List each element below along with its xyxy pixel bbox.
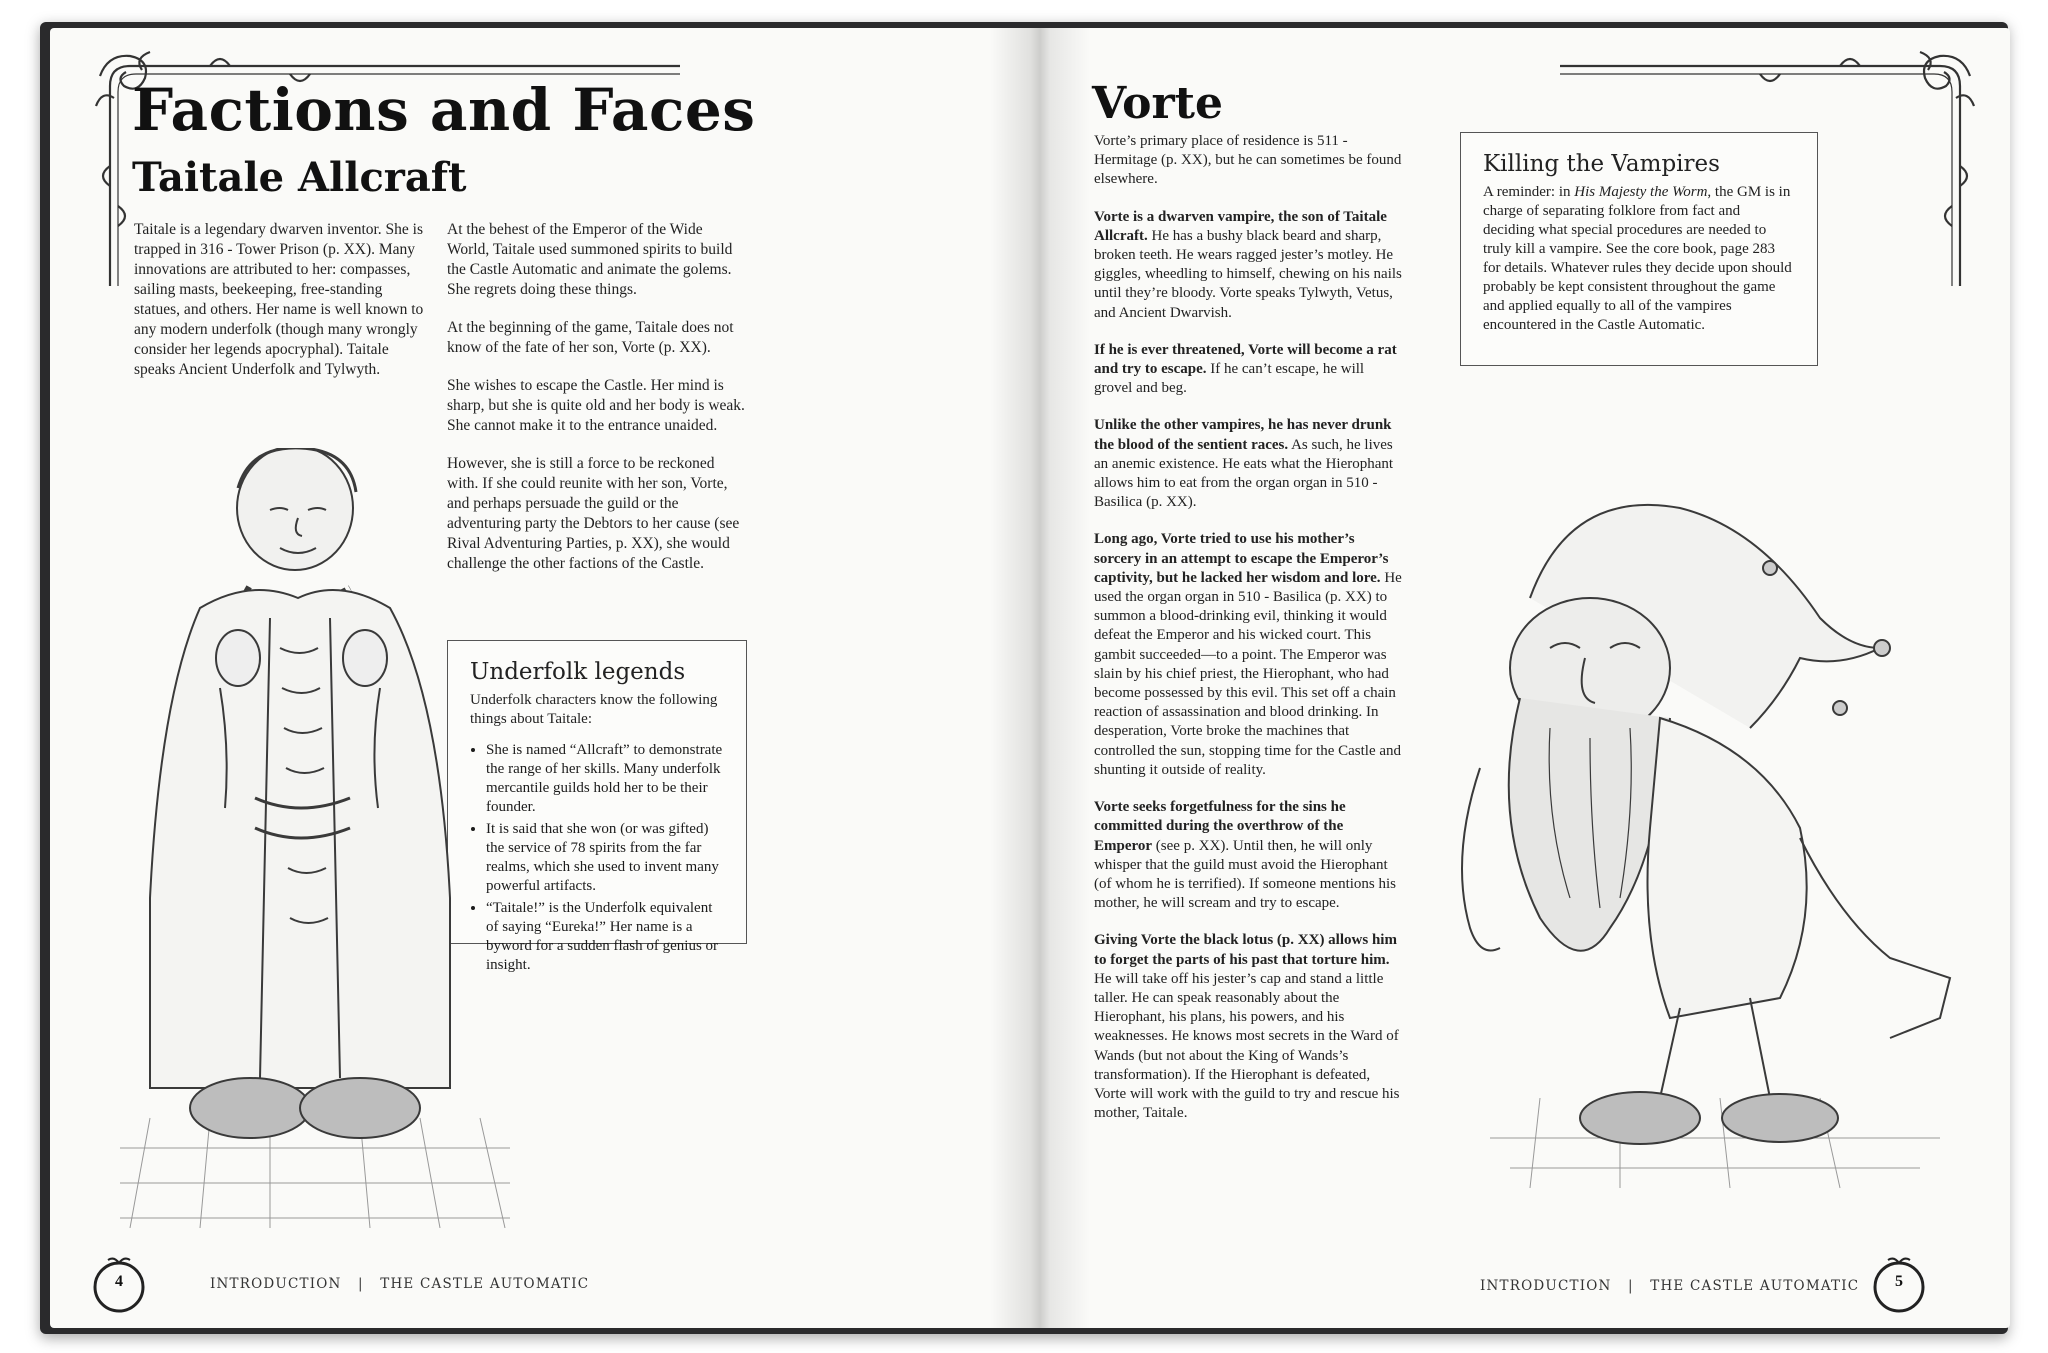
paragraph: Long ago, Vorte tried to use his mother’s sorcery in an attempt to escape the Emperor’s captivity, but he lacked her wisdom and lore. He used the organ organ in 510 - Basilica (p. XX) to summon a blood-drinking evil, thinking it would defeat the Emperor and his wicked court. This gambit succeeded—to a point. The Emperor was slain by his chief priest, the Hierophant, who had become possessed by this evil. This set off a chain reaction of assassination and blood drinking. In desperation, Vorte broke the machines that controlled the sun, stopping time for the Castle and shunting it outside of reality. [1094,531,1402,778]
list-item: • “Taitale!” is the Underfolk equivalent of saying “Eureka!” Her name is a byword for a sudden flash of genius or insight. [486,899,724,975]
list-item: • It is said that she won (or was gifted) the service of 78 spirits from the far realms, which she used to invent many powerful artifacts. [486,820,724,896]
paragraph: Taitale is a legendary dwarven inventor. She is trapped in 316 - Tower Prison (p. XX). Many innovations are attributed to her: compasses, sailing masts, beekeeping, free-standing statues, and others. Her name is well known to any modern underfolk (though many wrongly consider her legends apocryphal). Taitale speaks Ancient Underfolk and Tylwyth. [134,221,424,378]
page-number [90,1256,148,1314]
running-footer [210,1276,589,1292]
page-number-text: 5 [1895,1273,1903,1290]
left-column-1 [134,220,424,398]
paragraph: Vorte’s primary place of residence is 511 - Hermitage (p. XX), but he can sometimes be found elsewhere. [1094,133,1402,188]
list-item: • She is named “Allcraft” to demonstrate the range of her skills. Many underfolk mercantile guilds hold her to be their founder. [486,741,724,817]
box-body: A reminder: in His Majesty the Worm, the GM is in charge of separating folklore from fact and deciding what special procedures are needed to truly kill a vampire. See the core book, page 283 for details. Whatever rules they decide upon should probably be kept consistent throughout the game and applied equally to all of the vampires encountered in the Castle Automatic. [1483,184,1792,333]
footer-book-title: THE CASTLE AUTOMATIC [380,1276,590,1292]
paragraph: However, she is still a force to be reckoned with. If she could reunite with her son, Vorte, and perhaps persuade the guild or the adventuring party the Debtors to her cause (see Rival Adventuring Parties, p. XX), she would challenge the other factions of the Castle. [447,455,740,572]
footer-separator: | [1628,1278,1634,1294]
box-title: Underfolk legends [470,659,686,685]
paragraph: At the behest of the Emperor of the Wide World, Taitale used summoned spirits to build the Castle Automatic and animate the golems. She regrets doing these things. [447,221,733,298]
paragraph: If he is ever threatened, Vorte will become a rat and try to escape. If he can’t escape, he will grovel and beg. [1094,341,1397,397]
page-number-text: 4 [115,1273,123,1290]
left-page [50,28,1040,1328]
sidebar-box-killing-vampires [1460,132,1818,366]
vorte-illustration-icon [1420,498,1980,1198]
paragraph: Giving Vorte the black lotus (p. XX) allows him to forget the parts of his past that torture him. He will take off his jester’s cap and stand a little taller. He can speak reasonably about the Hierophant, his plans, his powers, and his weaknesses. He knows most secrets in the Ward of Wands (but not about the King of Wands’s transformation). If the Hierophant is defeated, Vorte will work with the guild to try and rescue his mother, Taitale. [1094,932,1400,1122]
right-column [1094,132,1404,1141]
running-footer [1480,1278,1859,1294]
paragraph: At the beginning of the game, Taitale does not know of the fate of her son, Vorte (p. XX). [447,319,734,356]
footer-section: INTRODUCTION [210,1276,342,1292]
page-title: Factions and Faces [132,76,756,144]
paragraph: Unlike the other vampires, he has never drunk the blood of the sentient races. As such, he lives an anemic existence. He eats what the Hierophant allows him to eat from the organ organ in 510 - Basilica (p. XX). [1094,417,1394,511]
footer-section: INTRODUCTION [1480,1278,1612,1294]
page-number [1870,1256,1928,1314]
paragraph: Vorte seeks forgetfulness for the sins he committed during the overthrow of the Emperor (see p. XX). Until then, he will only whisper that the guild must avoid the Hierophant (of whom he is terrified). If someone mentions his mother, he will scream and try to escape. [1094,799,1397,912]
page-title: Vorte [1092,78,1223,129]
box-title: Killing the Vampires [1483,151,1720,177]
paragraph: Vorte is a dwarven vampire, the son of Taitale Allcraft. He has a bushy black beard and sharp, broken teeth. He wears ragged jester’s motley. He giggles, wheedling to himself, chewing on his nails until they’re bloody. Vorte speaks Tylwyth, Vetus, and Ancient Dwarvish. [1094,208,1402,321]
footer-book-title: THE CASTLE AUTOMATIC [1650,1278,1860,1294]
box-intro: Underfolk characters know the following things about Taitale: [470,692,718,727]
footer-separator: | [358,1276,364,1292]
right-page [1040,28,2010,1328]
paragraph: She wishes to escape the Castle. Her mind is sharp, but she is quite old and her body is weak. She cannot make it to the entrance unaided. [447,377,745,434]
taitale-illustration-icon [120,448,510,1228]
section-heading: Taitale Allcraft [132,154,467,201]
